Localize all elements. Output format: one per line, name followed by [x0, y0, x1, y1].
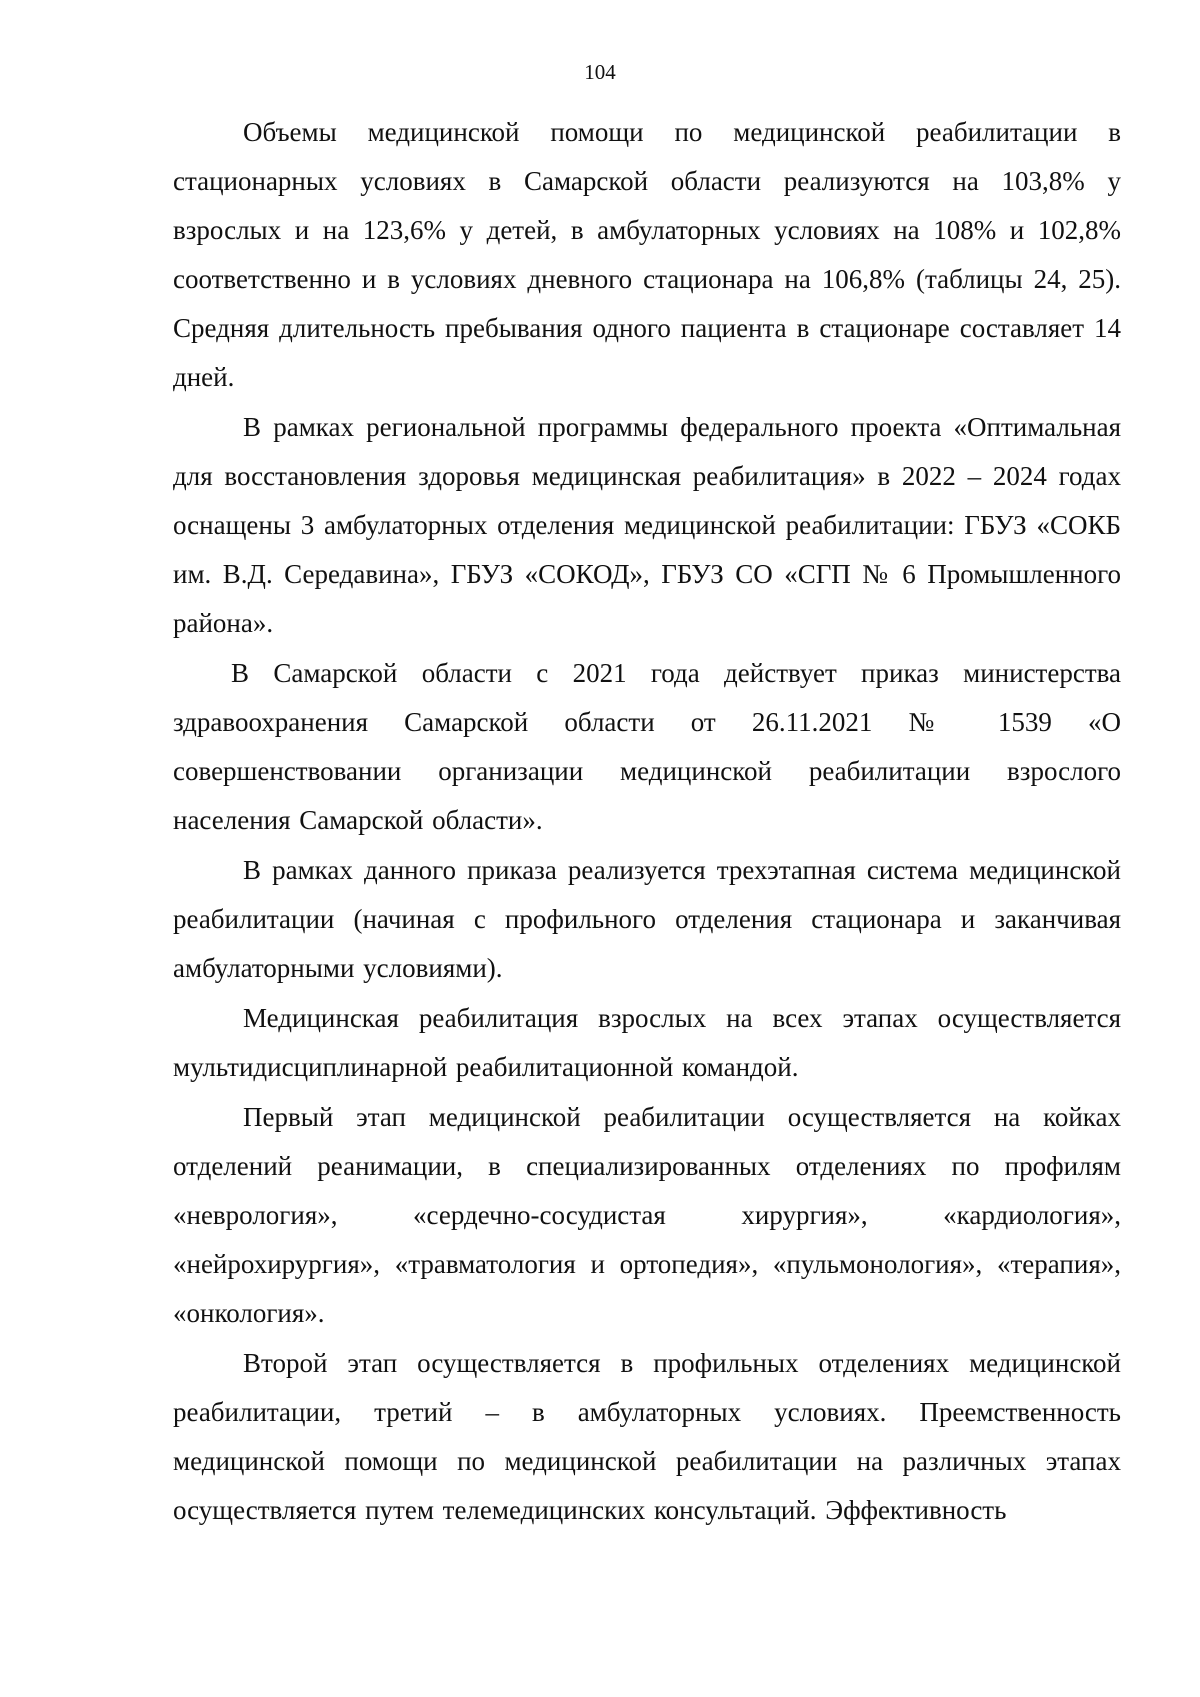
paragraph-multidisciplinary-team: Медицинская реабилитация взрослых на всех этапах осуществляется мультидисциплинарной реабилитационной командой. [173, 1003, 1121, 1082]
paragraph-rehabilitation-volumes: Объемы медицинской помощи по медицинской реабилитации в стационарных условиях в Самарской области реализуются на 103,8% у взрослых и на 123,6% у детей, в амбулаторных условиях на 108% и 102,8% соответственно и в условиях дневного стационара на 106,8% (таблицы 24, 25). Средняя длительность пребывания одного пациента в стационаре составляет 14 дней. [173, 117, 1121, 392]
paragraph-second-third-stage: Второй этап осуществляется в профильных отделениях медицинской реабилитации, третий – в амбулаторных условиях. Преемственность медицинской помощи по медицинской реабилитации на различных этапах осуществляется путем телемедицинских консультаций. Эффективность [173, 1348, 1121, 1525]
paragraph-three-stage-system: В рамках данного приказа реализуется трехэтапная система медицинской реабилитации (начиная с профильного отделения стационара и заканчивая амбулаторными условиями). [173, 855, 1121, 983]
document-body [173, 108, 1121, 1536]
paragraph-regional-program: В рамках региональной программы федерального проекта «Оптимальная для восстановления здоровья медицинская реабилитация» в 2022 – 2024 годах оснащены 3 амбулаторных отделения медицинской реабилитации: ГБУЗ «СОКБ им. В.Д. Середавина», ГБУЗ «СОКОД», ГБУЗ СО «СГП № 6 Промышленного района». [173, 412, 1121, 638]
paragraph-first-stage: Первый этап медицинской реабилитации осуществляется на койках отделений реанимации, в специализированных отделениях по профилям «неврология», «сердечно-сосудистая хирургия», «кардиология», «нейрохирургия», «травматология и ортопедия», «пульмонология», «терапия», «онкология». [173, 1102, 1121, 1328]
page-number: 104 [584, 60, 616, 84]
paragraph-ministry-order: В Самарской области с 2021 года действует приказ министерства здравоохранения Самарской области от 26.11.2021 № 1539 «О совершенствовании организации медицинской реабилитации взрослого населения Самарской области». [173, 658, 1121, 835]
